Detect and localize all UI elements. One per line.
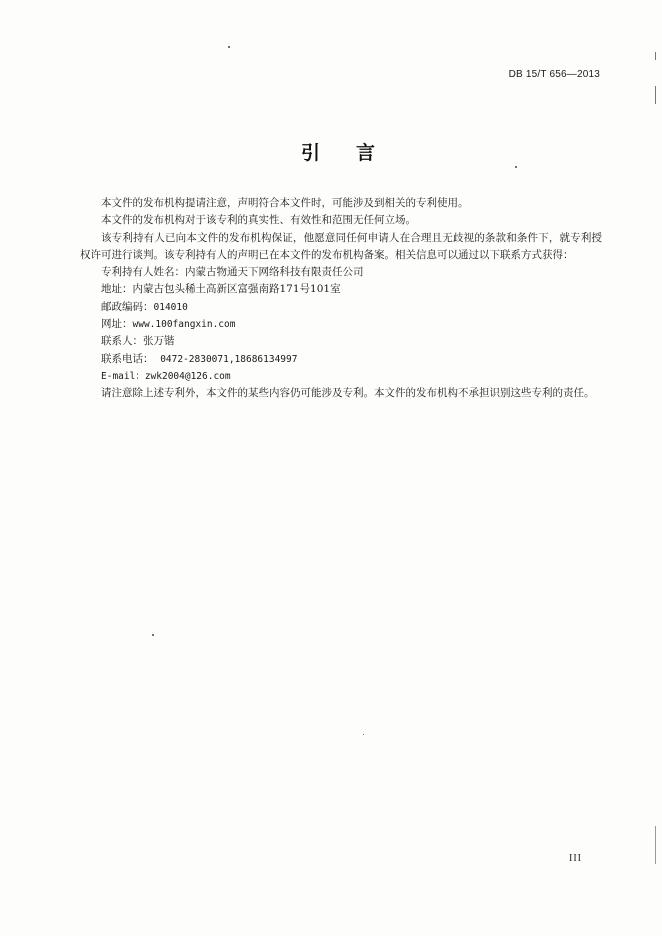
page-number: III: [569, 853, 582, 864]
scan-speck: [152, 634, 154, 636]
address-label: 地址：: [101, 283, 133, 296]
phone-line: [80, 351, 602, 368]
website-label: 网址：: [101, 318, 133, 331]
postcode-line: [80, 299, 602, 316]
email-line: [80, 368, 602, 385]
phone-value: 0472-2830071,18686134997: [160, 353, 298, 365]
title-char-1: 引: [301, 142, 321, 164]
contact-label: 联系人：: [101, 335, 143, 348]
paragraph-notice: 本文件的发布机构提请注意，声明符合本文件时，可能涉及到相关的专利使用。: [101, 197, 469, 209]
paragraph-disclaimer: 请注意除上述专利外，本文件的某些内容仍可能涉及专利。本文件的发布机构不承担识别这些专利的责任。: [101, 387, 595, 400]
patent-holder-line: [80, 264, 602, 281]
paragraph-position: 本文件的发布机构对于该专利的真实性、有效性和范围无任何立场。: [101, 214, 416, 227]
scan-speck: [228, 46, 230, 48]
scan-edge-mark: [655, 52, 656, 60]
scan-edge-mark: [655, 826, 656, 864]
email-value: zwk2004@126.com: [144, 370, 231, 382]
address-value: 内蒙古包头稀土高新区富强南路171号101室: [132, 283, 341, 296]
website-value: www.100fangxin.com: [132, 319, 236, 331]
address-line: [80, 281, 602, 298]
email-label: E-mail：: [101, 370, 145, 382]
paragraph-assurance: 该专利持有人已向本文件的发布机构保证，他愿意同任何申请人在合理且无歧视的条款和条件下，就专利授权许可进行谈判。该专利持有人的声明已在本文件的发布机构备案。相关信息可以通过以下联系方式获得：: [80, 231, 602, 261]
scan-speck: [363, 734, 364, 735]
title-char-2: 言: [356, 142, 376, 164]
contact-value: 张万锴: [143, 335, 175, 348]
patent-holder-value: 内蒙古物通天下网络科技有限责任公司: [185, 266, 364, 279]
postcode-label: 邮政编码：: [101, 300, 154, 313]
contact-line: [80, 333, 602, 350]
body-text: [80, 195, 602, 403]
phone-label: 联系电话：: [101, 352, 154, 365]
postcode-value: 014010: [153, 301, 188, 313]
scan-edge-mark: [655, 86, 656, 104]
scan-speck: [515, 166, 517, 168]
website-line: [80, 316, 602, 333]
patent-holder-label: 专利持有人姓名：: [101, 266, 185, 279]
standard-code: DB 15/T 656—2013: [508, 69, 600, 80]
